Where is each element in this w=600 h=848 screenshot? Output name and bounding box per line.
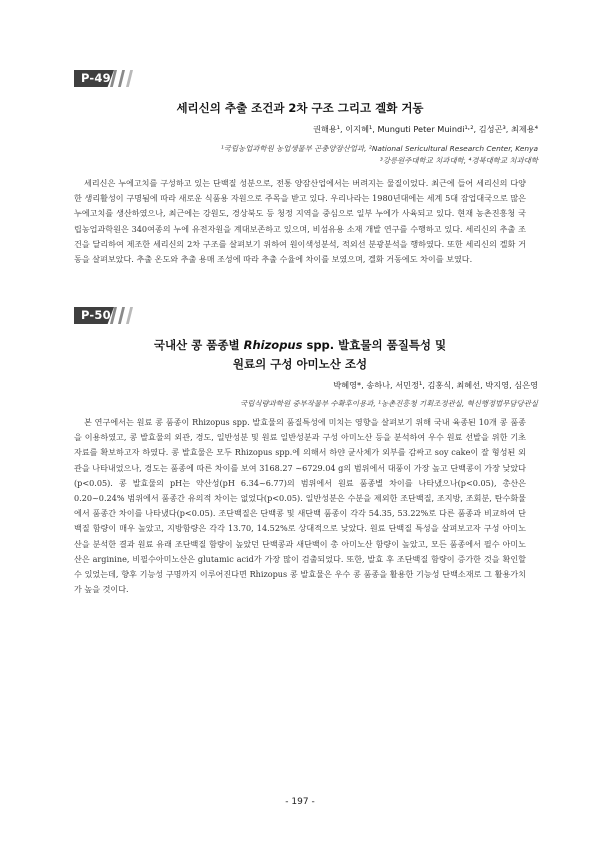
affiliation-line: ¹국립농업과학원 농업생물부 곤충양잠산업과, ²National Sericultural Research Center, Kenya — [220, 144, 538, 153]
section-tag-label: P-50 — [81, 308, 111, 322]
affiliation-line: ³강릉원주대학교 치과대학, ⁴경북대학교 치과대학 — [379, 156, 538, 165]
abstract-title: 세리신의 추출 조건과 2차 구조 그리고 겔화 거동 — [176, 101, 424, 115]
abstract-title-line-2: 원료의 구성 아미노산 조성 — [232, 357, 368, 371]
abstract-body: 세리신은 누에고치를 구성하고 있는 단백질 성분으로, 전통 양잠산업에서는 버려지는 물질이었다. 최근에 들어 세리신의 다양한 생리활성이 구명됨에 따라 새로운 식품용 자원으로 주목을 받고 있다. 우리나라는 1980년대에는 세계 5대 잠업대국으로 많은 누에고치를 생산하였으나, 최근에는 강원도, 경상북도 등 청정 지역을 중심으로 일부 누에가 사육되고 있다. 현재 농촌진흥청 국립농업과학원은 340여종의 누에 유전자원을 계대보존하고 있으며, 비섬유용 소재 개발 연구를 수행하고 있다. 세리신의 추출 조건을 달리하여 제조한 세리신의 2차 구조를 살펴보기 위하여 원이색성분석, 적외선 분광분석을 행하였다. 또한 세리신의 겔화 거동을 살펴보았다. 추출 온도와 추출 용매 조성에 따라 추출 수율에 차이를 보였으며, 겔화 거동에도 차이를 보였다. — [74, 178, 526, 265]
abstract-title-line-1: 국내산 콩 품종별 Rhizopus spp. 발효물의 품질특성 및 — [153, 338, 447, 352]
genus-name: Rhizopus — [243, 338, 303, 352]
section-tag-label: P-49 — [81, 71, 111, 85]
affiliation-line: 국립식량과학원 중부작물부 수확후이용과, ¹농촌진흥청 기획조정관실, 혁신행정법무담당관실 — [240, 399, 538, 408]
section-tag-p49 — [74, 70, 134, 87]
section-tag-p50 — [74, 307, 134, 324]
author-list: 박혜영*, 송하나, 서민정¹, 김홍식, 최혜선, 박지영, 심은영 — [333, 380, 538, 390]
author-list: 권해용¹, 이지혜¹, Munguti Peter Muindi¹˒², 김성곤³, 최제용⁴ — [313, 124, 538, 134]
page-number: - 197 - — [285, 797, 315, 807]
abstract-body: 본 연구에서는 원료 콩 품종이 Rhizopus spp. 발효물의 품질특성에 미치는 영향을 살펴보기 위해 국내 육종된 10개 콩 품종을 이용하였고, 콩 발효물의 외관, 경도, 일반성분 및 원료 일반성분과 구성 아미노산 등을 분석하여 우수 원료 선발을 위한 기초자료를 확보하고자 하였다. 콩 발효물은 모두 Rhizopus spp.에 의해서 하얀 균사체가 외부를 감싸고 soy cake이 잘 형성된 외관을 나타내었으나, 경도는 품종에 따른 차이를 보여 3168.27 ~6729.04 g의 범위에서 대풍이 가장 높고 단백콩이 가장 낮았다(p<0.05). 콩 발효물의 pH는 약산성(pH 6.34~6.77)의 범위에서 원료 품종별 차이를 나타냈으나(p<0.05), 총산은 0.20~0.24% 범위에서 품종간 유의적 차이는 없었다(p<0.05). 일반성분은 수분을 제외한 조단백질, 조지방, 조회분, 탄수화물에서 품종간 차이를 나타냈다(p<0.05). 조단백질은 단백콩 및 새단백 품종이 각각 54.35, 53.22%로 다른 품종과 비교하여 단백질 함량이 매우 높았고, 지방함량은 각각 13.70, 14.52%로 상대적으로 낮았다. 원료 단백질 특성을 살펴보고자 구성 아미노산을 분석한 결과 원료 유래 조단백질 함량이 높았던 단백콩과 새단백이 총 아미노산 함량이 높았고, 모든 품종에서 필수 아미노산은 arginine, 비필수아미노산은 glutamic acid가 가장 많이 검출되었다. 또한, 발효 후 조단백질 함량이 증가한 것을 확인할 수 있었는데, 향후 기능성 구명까지 이루어진다면 Rhizopus 콩 발효물은 우수 콩 품종을 활용한 기능성 단백소재로 그 활용가치가 높을 것이다. — [74, 417, 526, 595]
